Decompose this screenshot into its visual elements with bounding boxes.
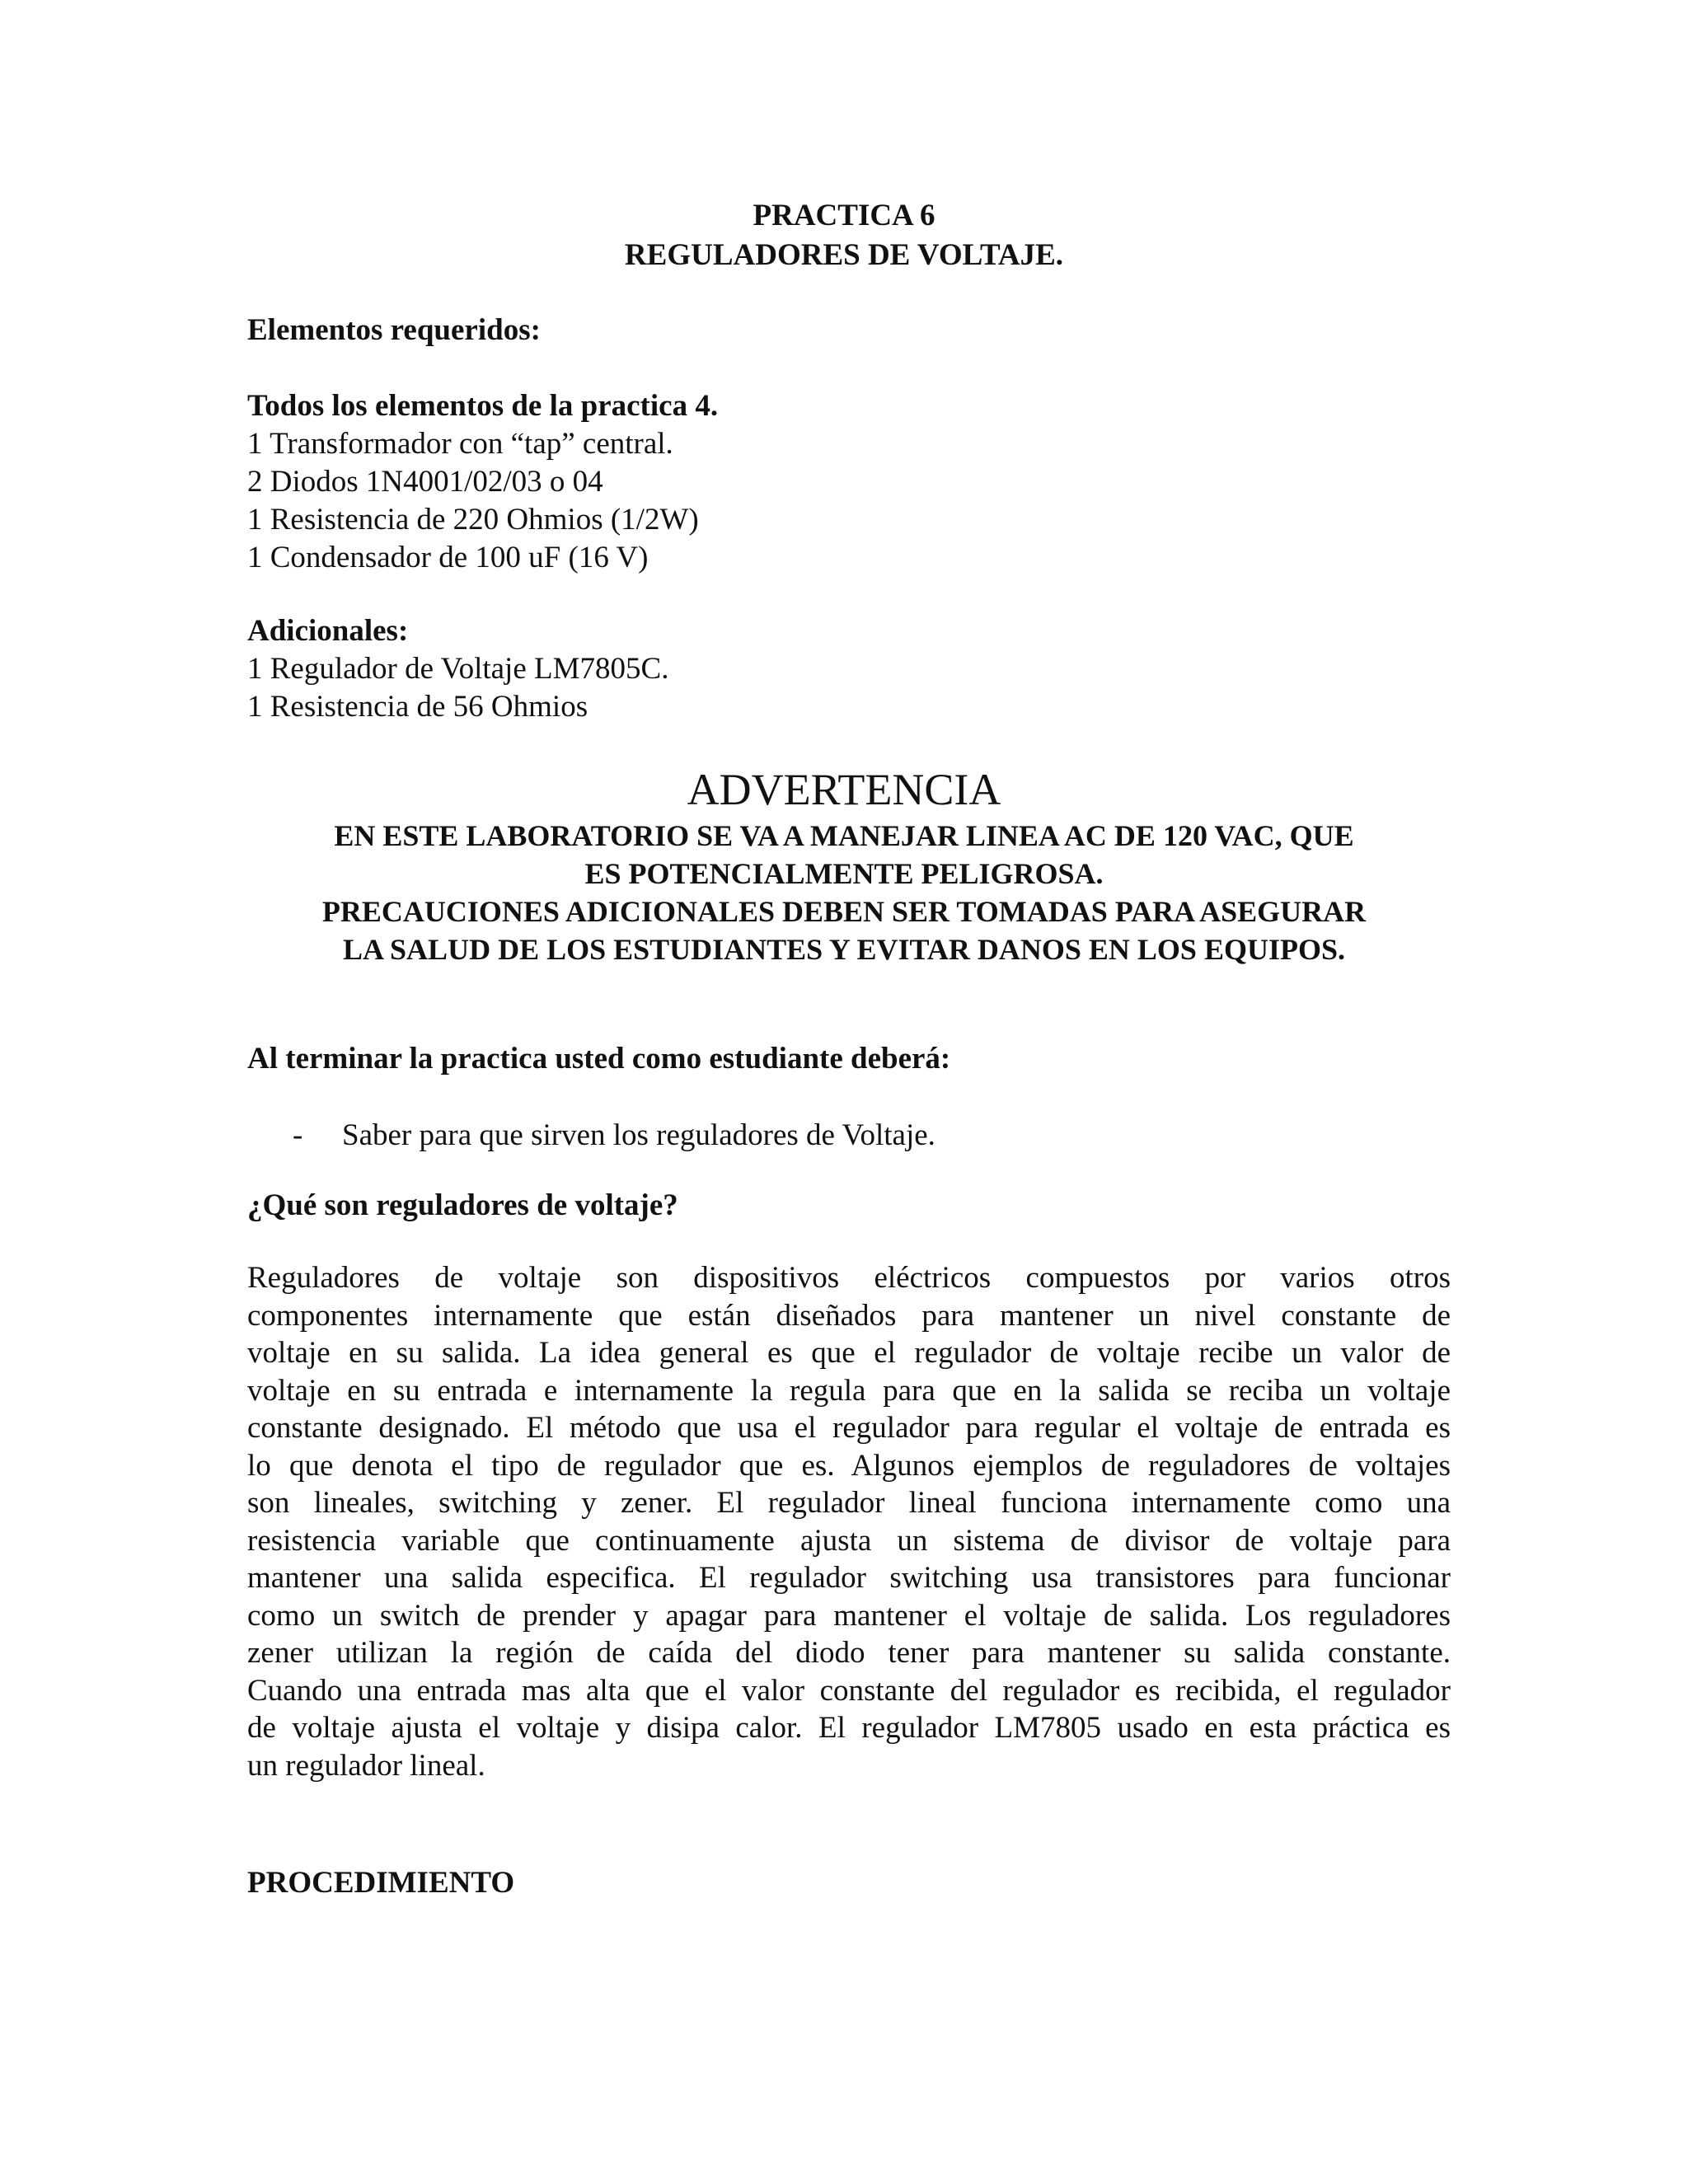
objective-list-item (293, 1117, 935, 1155)
paragraph-line: son lineales, switching y zener. El regulador lineal funciona internamente como una (247, 1486, 1451, 1520)
list-item: 2 Diodos 1N4001/02/03 o 04 (247, 465, 603, 499)
paragraph-line: como un switch de prender y apagar para mantener el voltaje de salida. Los reguladores (247, 1598, 1451, 1633)
paragraph-line: resistencia variable que continuamente ajusta un sistema de divisor de voltaje para (247, 1523, 1451, 1558)
paragraph-line: de voltaje ajusta el voltaje y disipa calor. El regulador LM7805 usado en esta práctica es (247, 1711, 1451, 1745)
paragraph-line: constante designado. El método que usa el regulador para regular el voltaje de entrada es (247, 1411, 1451, 1445)
paragraph-line: Cuando una entrada mas alta que el valor constante del regulador es recibida, el regulador (247, 1673, 1451, 1708)
list-item: 1 Transformador con “tap” central. (247, 427, 673, 461)
list-item: 1 Condensador de 100 uF (16 V) (247, 541, 649, 574)
paragraph-line: voltaje en su salida. La idea general es que el regulador de voltaje recibe un valor de (247, 1336, 1451, 1370)
list-item: 1 Regulador de Voltaje LM7805C. (247, 652, 669, 686)
items-heading: Todos los elementos de la practica 4. (247, 389, 719, 423)
procedure-heading: PROCEDIMIENTO (247, 1866, 515, 1900)
warning-line: EN ESTE LABORATORIO SE VA A MANEJAR LINEA AC DE 120 VAC, QUE (334, 819, 1354, 852)
paragraph-line: componentes internamente que están diseñados para mantener un nivel constante de (247, 1298, 1451, 1333)
paragraph-line: voltaje en su entrada e internamente la regula para que en la salida se reciba un voltaje (247, 1373, 1451, 1408)
additional-heading: Adicionales: (247, 614, 409, 648)
practice-title: REGULADORES DE VOLTAJE. (624, 238, 1064, 272)
additional-items-list (247, 612, 1451, 726)
paragraph-line: Reguladores de voltaje son dispositivos eléctricos compuestos por varios otros (247, 1261, 1451, 1295)
question-heading: ¿Qué son reguladores de voltaje? (247, 1188, 678, 1222)
paragraph-line: mantener una salida especifica. El regulador switching usa transistores para funcionar (247, 1561, 1451, 1595)
paragraph-line: lo que denota el tipo de regulador que es. Algunos ejemplos de reguladores de voltajes (247, 1448, 1451, 1483)
list-item: 1 Resistencia de 220 Ohmios (1/2W) (247, 503, 699, 537)
paragraph-line: zener utilizan la región de caída del diodo tener para mantener su salida constante. (247, 1636, 1451, 1670)
warning-line: PRECAUCIONES ADICIONALES DEBEN SER TOMADAS PARA ASEGURAR (321, 895, 1367, 928)
list-item: 1 Resistencia de 56 Ohmios (247, 690, 588, 724)
practice-number: PRACTICA 6 (753, 199, 935, 232)
warning-title: ADVERTENCIA (687, 765, 1001, 814)
required-heading: Elementos requeridos: (247, 313, 541, 347)
paragraph-line: un regulador lineal. (247, 1748, 485, 1783)
required-items-list (247, 387, 1451, 577)
warning-line: LA SALUD DE LOS ESTUDIANTES Y EVITAR DANOS EN LOS EQUIPOS. (343, 933, 1345, 966)
document-title (0, 196, 1688, 275)
objective-text: Saber para que sirven los reguladores de Voltaje. (342, 1118, 935, 1152)
objectives-heading: Al terminar la practica usted como estudiante deberá: (247, 1042, 951, 1076)
body-paragraph (247, 1259, 1451, 1784)
warning-line: ES POTENCIALMENTE PELIGROSA. (584, 857, 1104, 890)
bullet-marker: - (293, 1118, 303, 1152)
warning-block (0, 762, 1688, 968)
